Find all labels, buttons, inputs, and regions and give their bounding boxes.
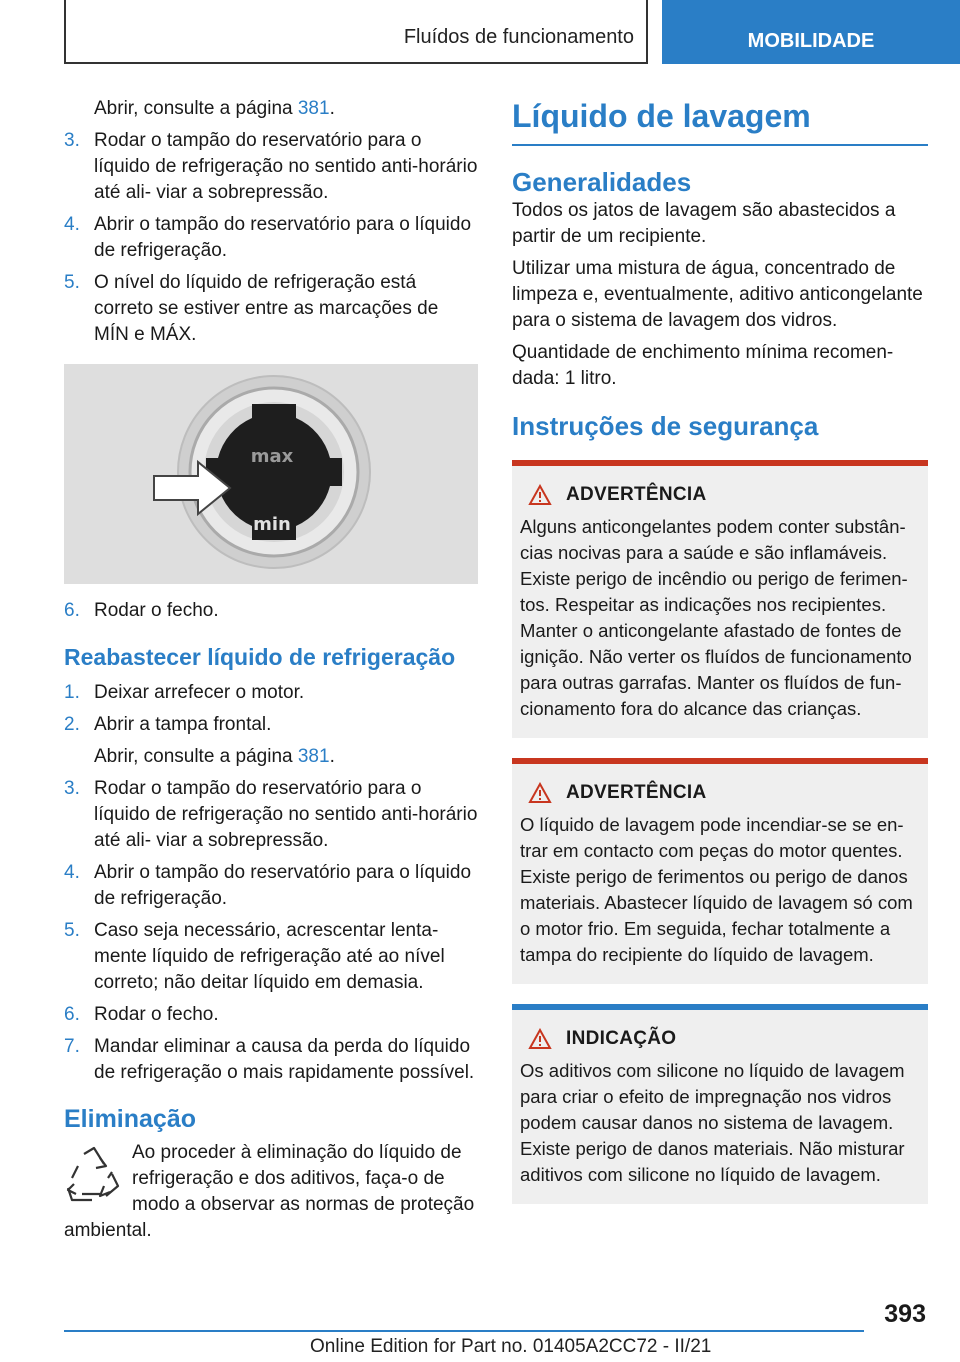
min-mark: min xyxy=(253,514,291,535)
refill-heading: Reabastecer líquido de refrigeração xyxy=(64,644,456,670)
chapter-tab[interactable]: MOBILIDADE xyxy=(662,0,960,64)
step-text: Rodar o fecho. xyxy=(94,1004,219,1025)
footer-divider xyxy=(64,1330,864,1332)
intro-line: Abrir, consulte a página 381. xyxy=(94,98,335,119)
list-item xyxy=(64,680,478,706)
max-mark: max xyxy=(250,446,294,467)
step-number: 4. xyxy=(64,214,80,235)
recycle-icon xyxy=(64,1144,120,1206)
general-paragraph: Todos os jatos de lavagem são abastecidos a partir de um recipiente. xyxy=(512,200,896,247)
list-item xyxy=(64,212,478,264)
step-text: Rodar o tampão do reservatório para o líquido de refrigeração no sentido anti‑horário até ali‑ viar a sobrepressão. xyxy=(94,778,478,851)
list-item xyxy=(64,270,478,348)
note-label: INDICAÇÃO xyxy=(566,1028,677,1049)
intro-text: Abrir, consulte a página xyxy=(94,98,293,119)
warning-triangle-icon xyxy=(528,484,552,506)
general-paragraph: Utilizar uma mistura de água, concentrado de limpeza e, eventualmente, aditivo anticongelante para o sistema de lavagem dos vidros. xyxy=(512,258,923,331)
section-title: Fluídos de funcionamento xyxy=(403,26,634,48)
step-text: Deixar arrefecer o motor. xyxy=(94,682,305,703)
step-number: 1. xyxy=(64,682,80,703)
step-text: Mandar eliminar a causa da perda do líquido de refrigeração o mais rapidamente possível. xyxy=(94,1036,475,1083)
page-ref-link[interactable]: 381 xyxy=(297,98,330,119)
step-number: 7. xyxy=(64,1036,80,1057)
step-text: Abrir o tampão do reservatório para o líquido de refrigeração. xyxy=(94,862,472,909)
warning-label: ADVERTÊNCIA xyxy=(566,782,707,803)
warning-box xyxy=(512,758,928,984)
warning-label: ADVERTÊNCIA xyxy=(566,484,707,505)
note-text: Os aditivos com silicone no líquido de lavagem para criar o efeito de impregnação nos vidros podem causar danos no sistema de lavagem. Existe perigo de danos materiais. Não misturar aditivos com silicone no líquido de lavagem. xyxy=(520,1060,905,1185)
step-number: 2. xyxy=(64,714,80,735)
step-text: Rodar o fecho. xyxy=(94,600,219,621)
step-text: O nível do líquido de refrigeração está correto se estiver entre as marcações de MÍN e MÁX. xyxy=(94,272,439,345)
left-column xyxy=(64,96,478,1244)
note-box xyxy=(512,1004,928,1204)
warning-box xyxy=(512,460,928,738)
disposal-block xyxy=(64,1140,478,1244)
general-paragraph: Quantidade de enchimento mínima recomen‑ dada: 1 litro. xyxy=(512,342,894,389)
edition-footer: Online Edition for Part no. 01405A2CC72 - II/21 xyxy=(310,1336,712,1357)
step-text: Rodar o tampão do reservatório para o líquido de refrigeração no sentido anti‑horário até ali‑ viar a sobrepressão. xyxy=(94,130,478,203)
list-item xyxy=(64,860,478,912)
list-item xyxy=(64,776,478,854)
warning-text: O líquido de lavagem pode incendiar‑se se en‑ trar em contacto com peças do motor quentes. Existe perigo de ferimentos ou perigo de danos materiais. Abastecer líquido de lavagem só com o motor frio. Em seguida, fechar totalmente a tampa do recipiente do líquido de lavagem. xyxy=(520,814,913,965)
list-item xyxy=(64,1002,478,1028)
step-number: 4. xyxy=(64,862,80,883)
refill-ref-line: Abrir, consulte a página 381. xyxy=(94,746,335,767)
page-title: Líquido de lavagem xyxy=(512,96,928,146)
list-item xyxy=(64,598,478,624)
disposal-text: Ao proceder à eliminação do líquido de refrigeração e dos aditivos, faça‑o de modo a observar as normas de proteção ambiental. xyxy=(64,1142,475,1241)
warning-title xyxy=(520,484,922,506)
page-ref-link[interactable]: 381 xyxy=(297,746,330,767)
list-item xyxy=(64,128,478,206)
step-text: Caso seja necessário, acrescentar lenta‑ mente líquido de refrigeração até ao nível correto; não deitar líquido em demasia. xyxy=(94,920,445,993)
step-number: 5. xyxy=(64,272,80,293)
disposal-heading: Eliminação xyxy=(64,1105,196,1133)
warning-triangle-icon xyxy=(528,782,552,804)
page-number: 393 xyxy=(884,1300,926,1328)
right-column xyxy=(512,96,928,1204)
step-number: 6. xyxy=(64,1004,80,1025)
header-frame xyxy=(64,0,648,64)
warning-triangle-icon xyxy=(528,1028,552,1050)
step-text: Abrir a tampa frontal. xyxy=(94,714,272,735)
reservoir-cap-illustration xyxy=(64,364,478,584)
warning-text: Alguns anticongelantes podem conter substân‑ cias nocivas para a saúde e são inflamáveis. Existe perigo de incêndio ou perigo de ferimen‑ tos. Respeitar as indicações nos recipientes. Manter o anticongelante afastado de fontes de ignição. Não verter os fluídos de funcionamento para outras garrafas. Manter os fluídos de fun‑ cionamento fora do alcance das crianças. xyxy=(520,516,912,719)
safety-heading: Instruções de segurança xyxy=(512,411,819,441)
list-item xyxy=(64,918,478,996)
list-item xyxy=(64,1034,478,1086)
step-number: 6. xyxy=(64,600,80,621)
warning-title xyxy=(520,782,922,804)
general-heading: Generalidades xyxy=(512,167,692,197)
step-number: 5. xyxy=(64,920,80,941)
refill-ref-text: Abrir, consulte a página xyxy=(94,746,293,767)
step-number: 3. xyxy=(64,778,80,799)
list-item xyxy=(64,712,478,738)
note-title xyxy=(520,1028,922,1050)
step-number: 3. xyxy=(64,130,80,151)
step-text: Abrir o tampão do reservatório para o líquido de refrigeração. xyxy=(94,214,472,261)
coolant-reservoir-photo xyxy=(64,364,478,584)
